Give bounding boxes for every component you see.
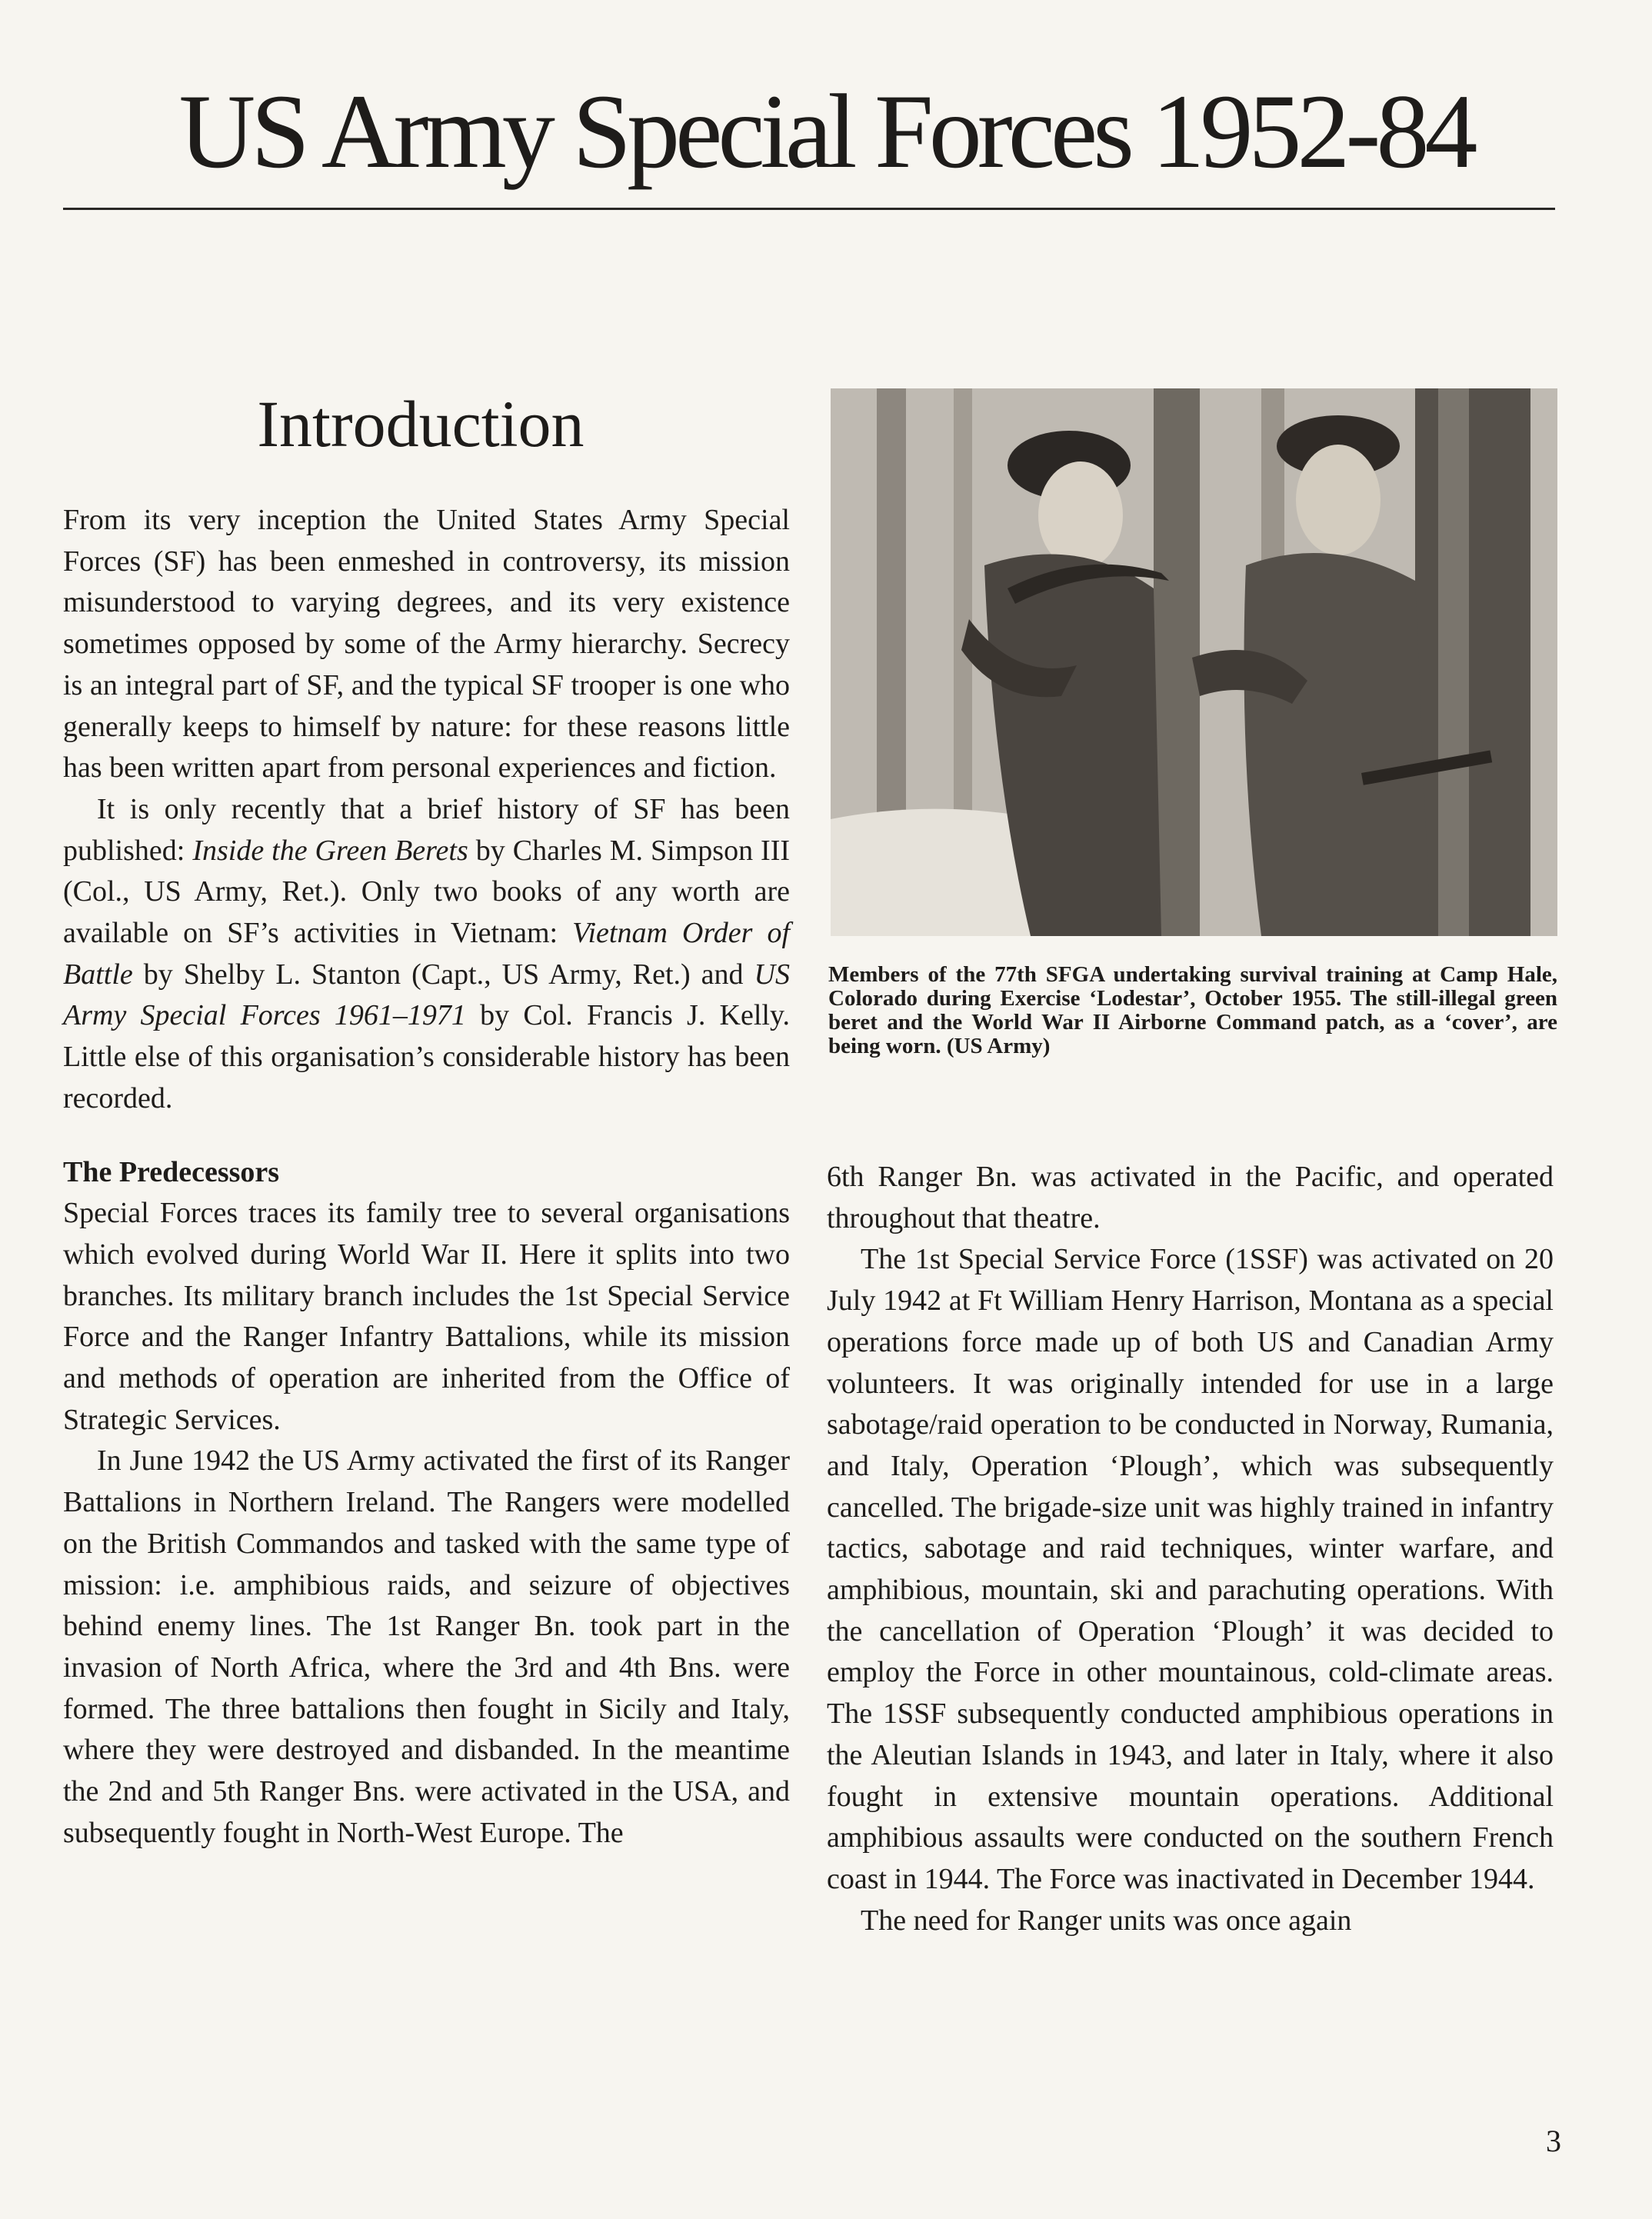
photo-caption: Members of the 77th SFGA undertaking survival training at Camp Hale, Colorado during Exercise ‘Lodestar’, October 1955. The still-illegal green beret and the World War II Airborne Command patch, as a ‘cover’, are being worn. (US Army) — [828, 962, 1557, 1058]
left-column — [63, 500, 790, 1854]
right-paragraph-1: 6th Ranger Bn. was activated in the Pacific, and operated throughout that theatre. — [827, 1161, 1554, 1234]
intro-paragraph-2: It is only recently that a brief history of SF has been published: Inside the Green Berets by Charles M. Simpson III (Col., US Army, Ret.). Only two books of any worth are available on SF’s activities in Vietnam: Vietnam Order of Battle by Shelby L. Stanton (Capt., US Army, Ret.) and US Army Special Forces 1961–1971 by Col. Francis J. Kelly. Little else of this organisation’s considerable history has been recorded. — [63, 792, 791, 1114]
photo-illustration — [831, 388, 1557, 936]
right-paragraph-2: The 1st Special Service Force (1SSF) was activated on 20 July 1942 at Ft William Henry Harrison, Montana as a special operations force made up of both US and Canadian Army volunteers. It was originally intended for use in a large sabotage/raid operation to be conducted in Norway, Rumania, and Italy, Operation ‘Plough’, which was subsequently cancelled. The brigade-size unit was highly trained in infantry tactics, sabotage and raid techniques, winter warfare, and amphibious, mountain, ski and parachuting operations. With the cancellation of Operation ‘Plough’ it was decided to employ the Force in other mountainous, cold-climate areas. The 1SSF subsequently conducted amphibious operations in the Aleutian Islands in 1943, and later in Italy, where it also fought in extensive mountain operations. Additional amphibious assaults were conducted on the southern French coast in 1944. The Force was inactivated in December 1944. — [827, 1243, 1554, 1895]
book-title-us-army-special-forces: US Army Special Forces 1961–1971 — [63, 958, 790, 1032]
title-rule — [63, 208, 1555, 210]
predecessors-paragraph-2: In June 1942 the US Army activated the first of its Ranger Battalions in Northern Ireland. The Rangers were modelled on the British Commandos and tasked with the same type of mission: i.e. amphibious raids, and seizure of objectives behind enemy lines. The 1st Ranger Bn. took part in the invasion of North Africa, where the 3rd and 4th Bns. were formed. The three battalions then fought in Sicily and Italy, where they were destroyed and disbanded. In the meantime the 2nd and 5th Ranger Bns. were activated in the USA, and subsequently fought in North-West Europe. The — [63, 1444, 790, 1849]
survival-training-photo — [831, 388, 1557, 936]
book-title: US Army Special Forces 1952-84 — [178, 72, 1474, 190]
right-column — [827, 1157, 1554, 1941]
book-title-inside-green-berets: Inside the Green Berets — [192, 834, 468, 867]
section-heading-predecessors: The Predecessors — [63, 1155, 280, 1188]
right-paragraph-3: The need for Ranger units was once again — [861, 1904, 1352, 1937]
intro-paragraph-1: From its very inception the United States Army Special Forces (SF) has been enmeshed in controversy, its mission misunderstood to varying degrees, and its very existence sometimes opposed by some of the Army hierarchy. Secrecy is an integral part of SF, and the typical SF trooper is one who generally keeps to himself by nature: for these reasons little has been written apart from personal experiences and fiction. — [63, 504, 790, 785]
chapter-title: Introduction — [257, 387, 585, 461]
book-title-vietnam-order-of-battle: Vietnam Order of Battle — [63, 917, 790, 991]
predecessors-paragraph-1: Special Forces traces its family tree to several organisations which evolved during World War II. Here it splits into two branches. Its military branch includes the 1st Special Service Force and the Ranger Infantry Battalions, while its mission and methods of operation are inherited from the Office of Strategic Services. — [63, 1197, 790, 1436]
page-number: 3 — [1546, 2124, 1561, 2158]
